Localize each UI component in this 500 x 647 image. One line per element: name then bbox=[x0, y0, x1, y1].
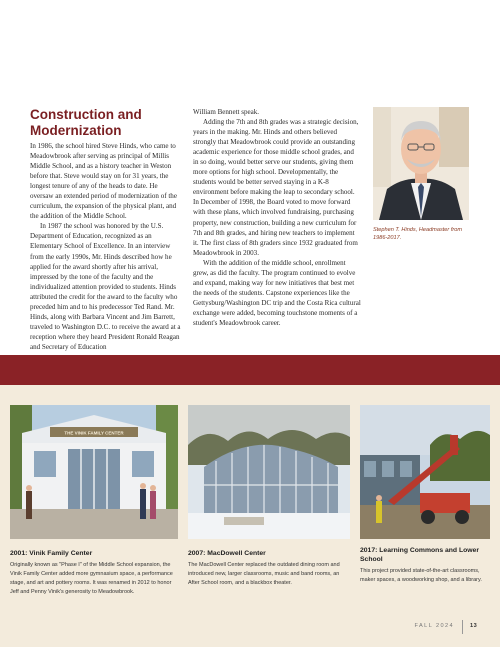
gallery-title-learning-commons: 2017: Learning Commons and Lower School bbox=[360, 547, 479, 563]
paragraph: Adding the 7th and 8th grades was a strategic decision, years in the making. Mr. Hinds and others believed strongly that Meadowbrook could provide an outstanding academic experience for those middle school grades, and in so doing, would better serve our students, giving them more options for high school. Developmentally, the students would be better served staying in a K-8 environment before making the leap to secondary school. In December of 1998, the Board voted to move forward with these plans, which involved fundraising, purchasing property, new construction, building a new curriculum for 7th and 8th grades, and hiring new teachers to implement it. The first class of 8th graders since 1932 graduated from Meadowbrook in 2003. bbox=[193, 118, 359, 257]
building-sign: THE VINIK FAMILY CENTER bbox=[64, 430, 124, 436]
photo-caption: Stephen T. Hinds, Headmaster from 1986-2017. bbox=[373, 227, 463, 241]
section-divider-band bbox=[0, 355, 500, 385]
page-number: 13 bbox=[470, 623, 478, 629]
paragraph: In 1986, the school hired Steve Hinds, who came to Meadowbrook after serving as principal of Millis Middle School, and as a history teacher in Weston before that. Steve would stay on for 31 years, the longest tenure of any of the heads to date. He oversaw an extended period of modernization of the curriculum, the expansion of the physical plant, and the addition of the Middle School. bbox=[30, 142, 177, 221]
macdowell-center-photo bbox=[188, 405, 350, 539]
paragraph: With the addition of the middle school, enrollment grew, as did the faculty. The program continued to evolve and expand, making way for new initiatives that best met the needs of the students. Capstone experiences like the Gettysburg/Washington DC trip and the Costa Rica cultural exchange were added, becoming touchstone moments of a student's Meadowbrook career. bbox=[193, 258, 361, 327]
gallery-title-macdowell: 2007: MacDowell Center bbox=[188, 550, 266, 557]
paragraph: In 1987 the school was honored by the U.S. Department of Education, recognized as an Elementary School of Excellence. In an interview from the early 1990s, Mr. Hinds described how he applied for the award shortly after his arrival, impressed by the tone of the faculty and the individualized attention provided to students. Hinds attributed the credit for the award to the faculty who preceded him and to his predecessor Ted Rand. Mr. Hinds, along with Barbara Vincent and Jim Barrett, traveled to Washington D.C. to receive the award at a reception where they heard President Ronald Reagan and Secretary of Education bbox=[30, 222, 181, 351]
vinik-center-photo bbox=[10, 405, 178, 539]
paragraph: William Bennett speak. bbox=[193, 108, 260, 116]
gallery-text-macdowell: The MacDowell Center replaced the outdated dining room and introduced new, larger classrooms, music and band rooms, an After School room, and a blackbox theater. bbox=[188, 562, 340, 586]
gallery-text-vinik: Originally known as "Phase I" of the Middle School expansion, the Vinik Family Center added more gymnasium space, a performance stage, and art and pottery rooms. It was renamed in 2012 to honor Jeff and Penny Vinik's generosity to Meadowbrook. bbox=[10, 562, 173, 595]
issue-label: FALL 2024 bbox=[414, 623, 454, 629]
gallery-text-learning-commons: This project provided state-of-the-art classrooms, maker spaces, a woodworking shop, and a library. bbox=[360, 568, 482, 583]
footer-divider bbox=[462, 620, 463, 634]
headmaster-photo bbox=[373, 107, 469, 220]
article-column-1 bbox=[30, 141, 182, 352]
section-heading: Construction and Modernization bbox=[30, 107, 142, 138]
learning-commons-photo bbox=[360, 405, 490, 539]
page-footer bbox=[0, 619, 500, 637]
gallery-title-vinik: 2001: Vinik Family Center bbox=[10, 550, 93, 557]
article-column-2 bbox=[193, 107, 361, 328]
